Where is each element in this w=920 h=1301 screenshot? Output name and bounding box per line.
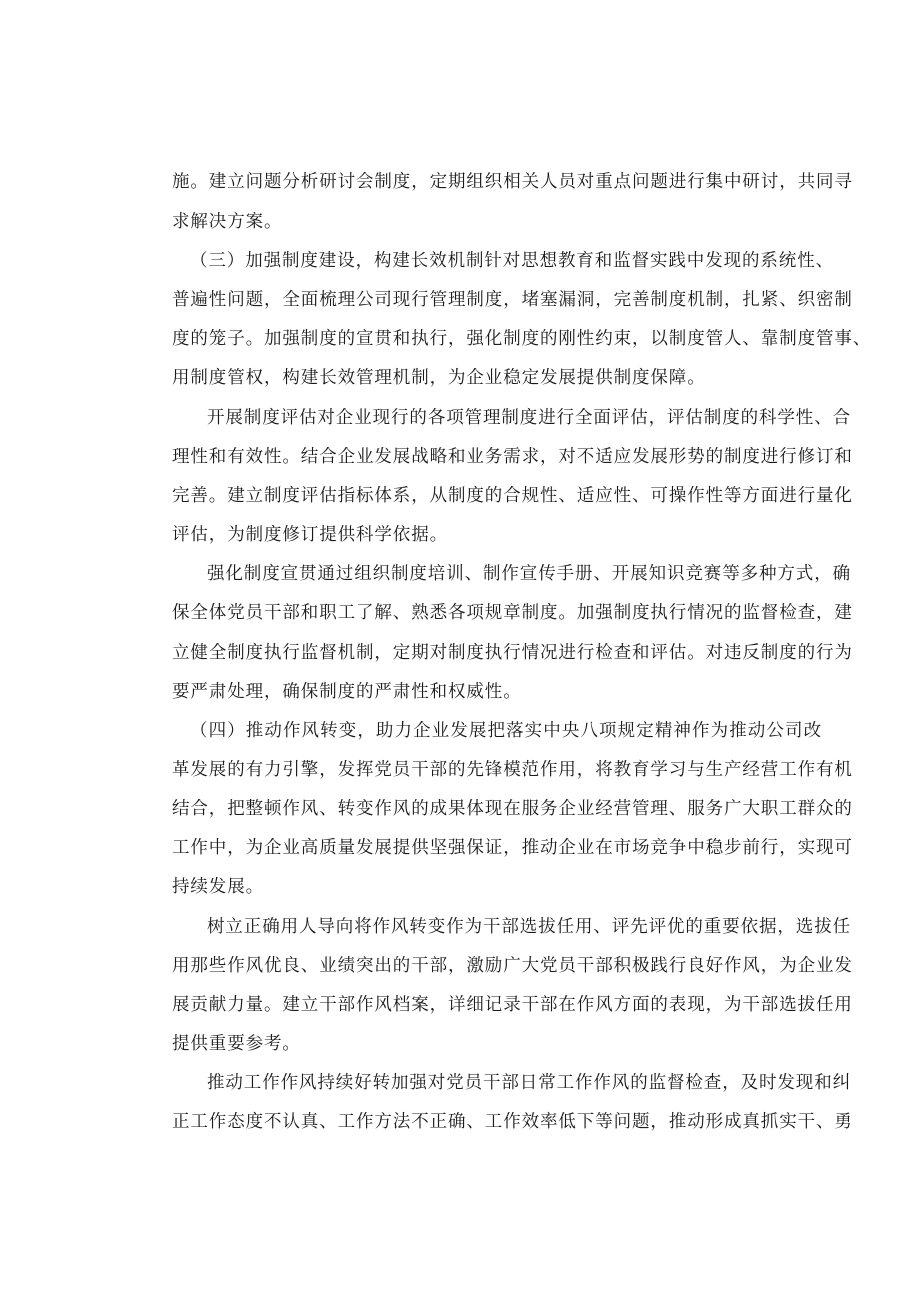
paragraph-5-line-5: 持续发展。 bbox=[172, 877, 264, 897]
paragraph-7-line-2: 正工作态度不认真、工作方法不正确、工作效率低下等问题，推动形成真抓实干、勇 bbox=[172, 1112, 853, 1132]
paragraph-3-line-2: 理性和有效性。结合企业发展战略和业务需求，对不适应发展形势的制度进行修订和 bbox=[172, 447, 853, 467]
paragraph-2-line-2: 普遍性问题，全面梳理公司现行管理制度，堵塞漏洞，完善制度机制，扎紧、织密制 bbox=[172, 290, 853, 310]
paragraph-6-line-1: 树立正确用人导向将作风转变作为干部选拔任用、评先评优的重要依据，选拔任 bbox=[207, 917, 851, 937]
paragraph-2-line-4: 用制度管权，构建长效管理机制，为企业稳定发展提供制度保障。 bbox=[172, 368, 706, 388]
paragraph-1-line-2: 求解决方案。 bbox=[172, 212, 283, 232]
paragraph-2-line-3: 度的笼子。加强制度的宣贯和执行，强化制度的刚性约束，以制度管人、靠制度管事、 bbox=[172, 329, 872, 349]
paragraph-4-line-1: 强化制度宣贯通过组织制度培训、制作宣传手册、开展知识竞赛等多种方式，确 bbox=[207, 564, 851, 584]
paragraph-4-line-2: 保全体党员干部和职工了解、熟悉各项规章制度。加强制度执行情况的监督检查，建 bbox=[172, 603, 853, 623]
paragraph-1-line-1: 施。建立问题分析研讨会制度，定期组织相关人员对重点问题进行集中研讨，共同寻 bbox=[172, 172, 853, 192]
paragraph-5-line-4: 工作中，为企业高质量发展提供坚强保证，推动企业在市场竞争中稳步前行，实现可 bbox=[172, 838, 853, 858]
paragraph-7-line-1: 推动工作作风持续好转加强对党员干部日常工作作风的监督检查，及时发现和纠 bbox=[207, 1073, 851, 1093]
paragraph-6-line-2: 用那些作风优良、业绩突出的干部，激励广大党员干部积极践行良好作风，为企业发 bbox=[172, 956, 853, 976]
paragraph-2-line-1: （三）加强制度建设，构建长效机制针对思想教育和监督实践中发现的系统性、 bbox=[190, 251, 834, 271]
paragraph-4-line-3: 立健全制度执行监督机制，定期对制度执行情况进行检查和评估。对违反制度的行为 bbox=[172, 643, 853, 663]
paragraph-3-line-4: 评估，为制度修订提供科学依据。 bbox=[172, 525, 448, 545]
paragraph-5-line-1: （四）推动作风转变，助力企业发展把落实中央八项规定精神作为推动公司改 bbox=[190, 721, 822, 741]
paragraph-3-line-1: 开展制度评估对企业现行的各项管理制度进行全面评估，评估制度的科学性、合 bbox=[207, 408, 851, 428]
paragraph-3-line-3: 完善。建立制度评估指标体系，从制度的合规性、适应性、可操作性等方面进行量化 bbox=[172, 486, 853, 506]
paragraph-5-line-2: 革发展的有力引擎，发挥党员干部的先锋模范作用，将教育学习与生产经营工作有机 bbox=[172, 760, 853, 780]
paragraph-6-line-3: 展贡献力量。建立干部作风档案，详细记录干部在作风方面的表现，为干部选拔任用 bbox=[172, 995, 853, 1015]
paragraph-4-line-4: 要严肃处理，确保制度的严肃性和权威性。 bbox=[172, 682, 522, 702]
paragraph-6-line-4: 提供重要参考。 bbox=[172, 1034, 301, 1054]
paragraph-5-line-3: 结合，把整顿作风、转变作风的成果体现在服务企业经营管理、服务广大职工群众的 bbox=[172, 799, 853, 819]
